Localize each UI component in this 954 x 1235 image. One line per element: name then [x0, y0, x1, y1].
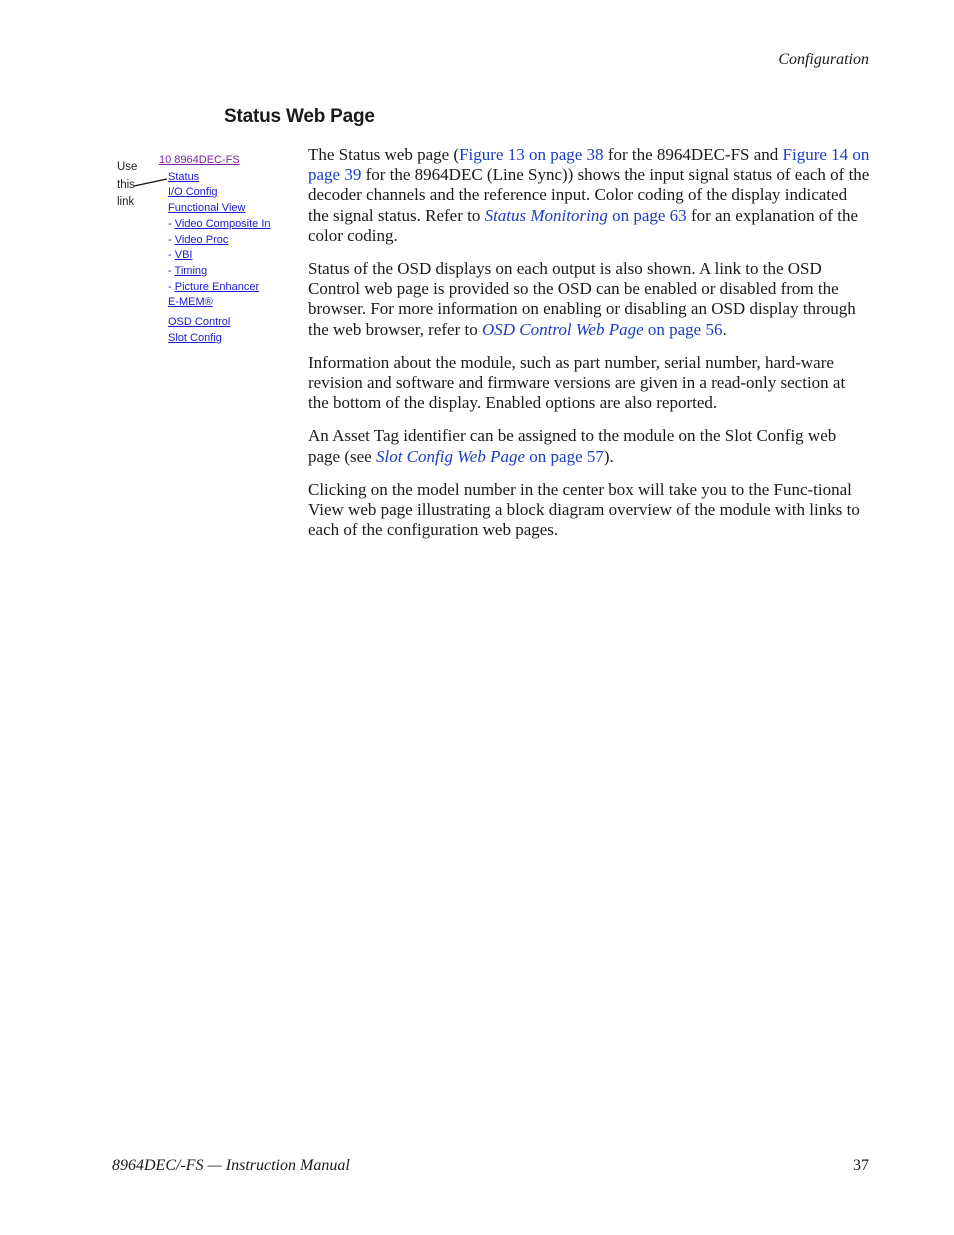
text: The Status web page ( — [308, 145, 460, 164]
text: An Asset Tag identifier can be assigned to the module on the Slot Config web page (see — [308, 426, 837, 466]
navigation-figure — [112, 150, 292, 350]
callout-word: Use — [117, 161, 138, 173]
paragraph-module-info: Information about the module, such as part number, serial number, hard-ware revision and software and firmware versions are given in a read-only section at the bottom of the display. Enabled options are also reported. — [308, 352, 846, 413]
nav-link-slot-config[interactable]: Slot Config — [168, 331, 222, 344]
text: Status of the OSD displays on each output is also shown. A link to the OSD Control web page is provided so the OSD can be enabled or disabled from the browser. For more information on enabling or disabling an OSD display through the web browser, refer to — [308, 259, 856, 339]
text: . — [722, 319, 727, 339]
footer-manual-title: 8964DEC/-FS — Instruction Manual — [112, 1157, 350, 1174]
nav-sub-dash: - — [168, 249, 175, 262]
callout-label — [117, 159, 137, 212]
xref-status-monitoring[interactable]: Status Monitoring — [484, 205, 608, 225]
paragraph-osd-status — [308, 259, 870, 340]
running-head: Configuration — [778, 51, 869, 68]
nav-link-osd-control[interactable]: OSD Control — [168, 316, 231, 329]
xref-figure-13[interactable]: Figure 13 on page 38 — [459, 145, 604, 164]
xref-osd-control[interactable]: OSD Control Web Page — [481, 319, 644, 339]
body-text — [308, 145, 870, 553]
web-nav-list — [159, 153, 271, 346]
paragraph-status-overview — [308, 145, 870, 246]
nav-link-vbi[interactable]: VBI — [174, 249, 193, 262]
nav-sub-dash: - — [168, 264, 175, 277]
text: ). — [603, 446, 614, 466]
nav-link-module-title[interactable]: 10 8964DEC-FS — [159, 154, 240, 166]
nav-sub-dash: - — [168, 233, 175, 246]
nav-link-io-config[interactable]: I/O Config — [168, 186, 218, 199]
text: for an explanation of the color coding. — [308, 205, 859, 245]
footer-page-number: 37 — [853, 1157, 869, 1174]
callout-word: this — [117, 178, 135, 191]
xref-osd-control-page[interactable]: on page 56 — [643, 319, 723, 339]
xref-status-monitoring-page[interactable]: on page 63 — [607, 205, 687, 225]
nav-sub-dash: - — [168, 280, 175, 293]
nav-sub-dash: - — [168, 217, 175, 230]
paragraph-asset-tag — [308, 426, 870, 466]
nav-link-status[interactable]: Status — [168, 170, 200, 183]
nav-link-functional-view[interactable]: Functional View — [168, 202, 246, 215]
nav-link-video-proc[interactable]: Video Proc — [174, 233, 229, 246]
nav-link-picture-enhancer[interactable]: Picture Enhancer — [174, 280, 260, 293]
nav-link-emem[interactable]: E-MEM® — [168, 296, 213, 309]
xref-figure-14[interactable]: Figure 14 on page 39 — [308, 145, 870, 185]
paragraph-functional-view: Clicking on the model number in the center box will take you to the Func-tional View web page illustrating a block diagram overview of the module with links to each of the configuration web pages. — [308, 479, 860, 540]
callout-word: link — [117, 196, 135, 208]
nav-link-video-composite-in[interactable]: Video Composite In — [174, 217, 271, 230]
section-title: Status Web Page — [224, 106, 375, 127]
xref-slot-config[interactable]: Slot Config Web Page — [375, 446, 526, 466]
text: for the 8964DEC-FS and — [603, 145, 783, 164]
text: for the 8964DEC (Line Sync)) shows the input signal status of each of the decoder channels and the reference input. Color coding of the display indicated the signal status. Refer to — [308, 165, 870, 225]
nav-link-timing[interactable]: Timing — [174, 264, 208, 277]
xref-slot-config-page[interactable]: on page 57 — [525, 446, 604, 466]
